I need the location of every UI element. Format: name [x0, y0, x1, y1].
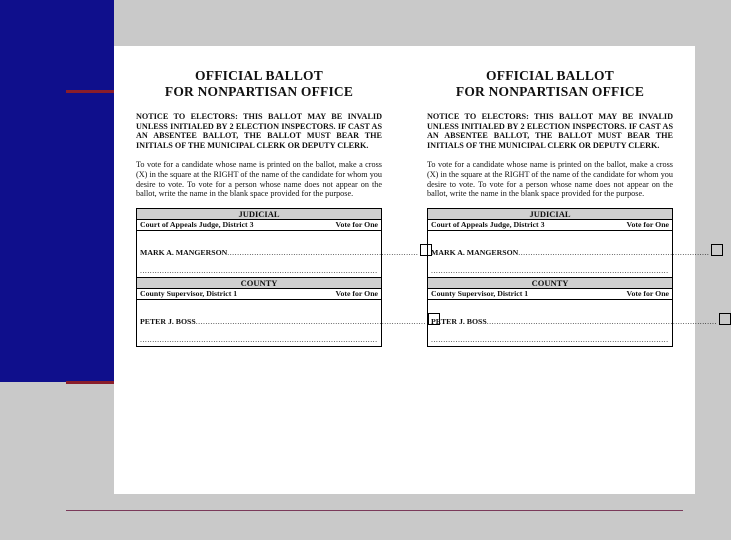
write-in-line[interactable]: ................................................................................................. [431, 334, 669, 344]
ballot-contests [427, 208, 717, 347]
candidate-name: MARK A. MANGERSON [140, 247, 228, 257]
office-title: County Supervisor, District 1 [431, 288, 529, 298]
slide-footer-rule [66, 510, 683, 511]
office-title: County Supervisor, District 1 [140, 288, 238, 298]
ballot-notice: NOTICE TO ELECTORS: THIS BALLOT MAY BE INVALID UNLESS INITIALED BY 2 ELECTION INSPECTORS. IF CAST AS AN ABSENTEE BALLOT, THE BALLOT MUST BEAR THE INITIALS OF THE MUNICIPAL CLERK OR DEPUTY CLERK. [427, 112, 673, 150]
office-row [428, 220, 672, 231]
office-title: Court of Appeals Judge, District 3 [140, 219, 254, 229]
vote-checkbox[interactable] [719, 313, 731, 325]
candidate-name: PETER J. BOSS [431, 316, 487, 326]
office-row [428, 289, 672, 300]
office-title: Court of Appeals Judge, District 3 [431, 219, 545, 229]
ballot-title-line1: OFFICIAL BALLOT [486, 68, 614, 83]
ballot-title-line2: FOR NONPARTISAN OFFICE [455, 84, 645, 99]
vote-for-label: Vote for One [626, 288, 669, 298]
ballot-contests [136, 208, 426, 347]
ballot-left [136, 68, 426, 347]
dot-leader: .............................................................................. [518, 247, 710, 257]
slide-accent-top [66, 90, 114, 93]
office-row [137, 289, 381, 300]
candidate-row [428, 231, 710, 259]
vote-for-label: Vote for One [335, 219, 378, 229]
ballot-notice: NOTICE TO ELECTORS: THIS BALLOT MAY BE INVALID UNLESS INITIALED BY 2 ELECTION INSPECTORS. IF CAST AS AN ABSENTEE BALLOT, THE BALLOT MUST BEAR THE INITIALS OF THE MUNICIPAL CLERK OR DEPUTY CLERK. [136, 112, 382, 150]
candidate-row [137, 231, 419, 259]
ballot-instructions: To vote for a candidate whose name is printed on the ballot, make a cross (X) in the square at the RIGHT of the name of the candidate for whom you desire to vote. To vote for a person whose name does not appear on the ballot, write the name in the blank space provided for the purpose. [427, 160, 673, 199]
ballot-title-line2: FOR NONPARTISAN OFFICE [164, 84, 354, 99]
candidate-row [428, 300, 717, 328]
section-heading-judicial: JUDICIAL [137, 209, 381, 220]
write-in-line[interactable]: ................................................................................................. [431, 265, 669, 275]
slide-accent-bottom [66, 381, 114, 384]
ballot-title-line1: OFFICIAL BALLOT [195, 68, 323, 83]
vote-for-label: Vote for One [626, 219, 669, 229]
write-in-line[interactable]: ................................................................................................. [140, 334, 378, 344]
ballot-title [136, 68, 382, 100]
ballot-instructions: To vote for a candidate whose name is printed on the ballot, make a cross (X) in the square at the RIGHT of the name of the candidate for whom you desire to vote. To vote for a person whose name does not appear on the ballot, write the name in the blank space provided for the purpose. [136, 160, 382, 199]
dot-leader: .............................................................................................. [486, 316, 717, 326]
office-row [137, 220, 381, 231]
ballot-right [427, 68, 717, 347]
section-heading-county: COUNTY [428, 277, 672, 289]
dot-leader: .............................................................................................. [195, 316, 426, 326]
section-heading-judicial: JUDICIAL [428, 209, 672, 220]
candidate-name: MARK A. MANGERSON [431, 247, 519, 257]
ballot-title [427, 68, 673, 100]
write-in-line[interactable]: ................................................................................................. [140, 265, 378, 275]
vote-for-label: Vote for One [335, 288, 378, 298]
slide-side-bar [0, 0, 114, 382]
section-heading-county: COUNTY [137, 277, 381, 289]
candidate-name: PETER J. BOSS [140, 316, 196, 326]
vote-checkbox[interactable] [711, 244, 723, 256]
dot-leader: .............................................................................. [227, 247, 419, 257]
candidate-row [137, 300, 426, 328]
